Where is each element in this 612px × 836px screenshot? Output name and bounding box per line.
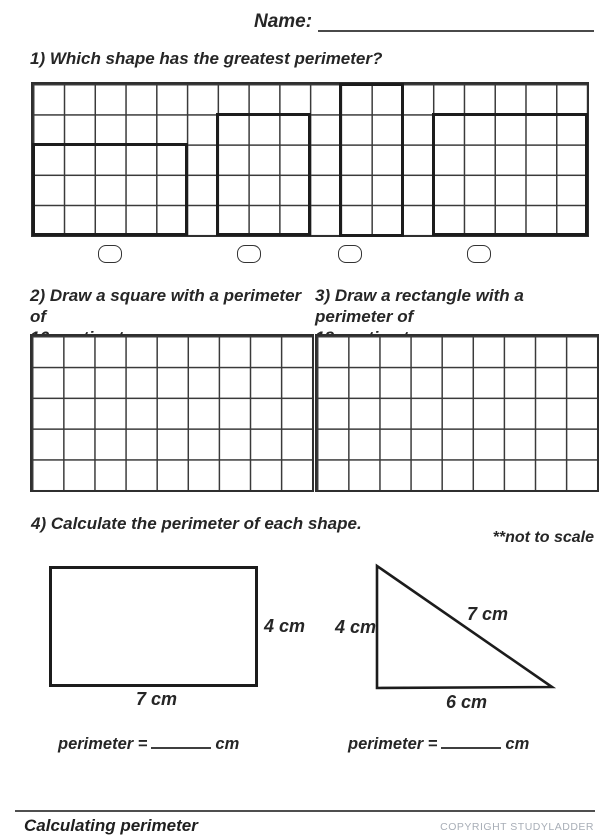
question-3-line1: 3) Draw a rectangle with a perimeter of (315, 286, 524, 326)
q3-drawing-grid[interactable] (315, 334, 599, 492)
name-blank-line[interactable] (318, 9, 594, 32)
triangle-side-label: 4 cm (335, 617, 377, 637)
q1-bold-shape-3 (339, 83, 404, 237)
rectangle-height-label: 4 cm (264, 616, 306, 636)
q1-bold-shape-4 (432, 113, 589, 237)
answer-oval-3[interactable] (338, 245, 362, 263)
perimeter-answer-right (348, 733, 529, 754)
q4-triangle-shape (370, 560, 560, 694)
q1-bold-shape-1 (32, 143, 189, 237)
q2-drawing-grid[interactable] (30, 334, 314, 492)
footer-title: Calculating perimeter (24, 816, 198, 835)
q1-grid (31, 82, 589, 237)
triangle-hypotenuse-label: 7 cm (467, 604, 509, 624)
footer-copyright: COPYRIGHT STUDYLADDER (440, 821, 594, 833)
perimeter-suffix-left: cm (215, 735, 240, 753)
perimeter-suffix-right: cm (505, 735, 530, 753)
perimeter-blank-left[interactable] (151, 733, 211, 749)
answer-oval-4[interactable] (467, 245, 491, 263)
answer-oval-2[interactable] (237, 245, 261, 263)
q4-rectangle-shape (49, 566, 258, 687)
question-2-line1: 2) Draw a square with a perimeter of (30, 286, 302, 326)
name-label: Name: (254, 11, 313, 32)
perimeter-prefix-right: perimeter = (348, 735, 438, 753)
not-to-scale-note: **not to scale (492, 529, 594, 546)
rectangle-width-label: 7 cm (136, 689, 178, 709)
q1-bold-shape-2 (216, 113, 311, 237)
perimeter-blank-right[interactable] (441, 733, 501, 749)
question-1-text: 1) Which shape has the greatest perimeter? (30, 49, 383, 68)
footer-divider (15, 810, 595, 812)
triangle-base-label: 6 cm (446, 692, 488, 712)
question-4-text: 4) Calculate the perimeter of each shape. (31, 514, 362, 533)
perimeter-answer-left (58, 733, 239, 754)
answer-oval-1[interactable] (98, 245, 122, 263)
perimeter-prefix-left: perimeter = (58, 735, 148, 753)
